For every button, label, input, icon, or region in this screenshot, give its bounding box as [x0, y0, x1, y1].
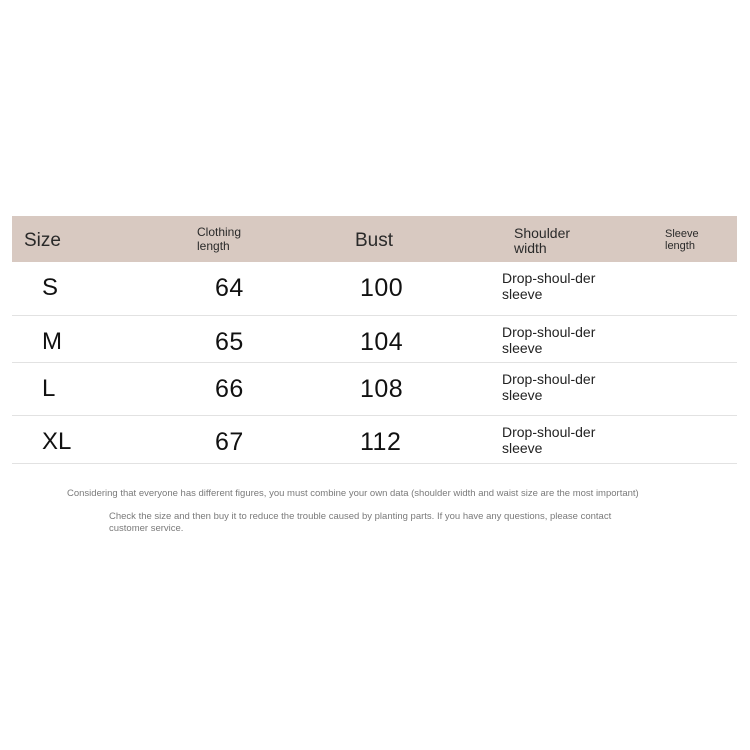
cell-bust: 100: [360, 274, 404, 302]
cell-size: S: [42, 274, 59, 301]
table-row: [12, 316, 737, 363]
cell-shoulder-width: Drop-shoul-der sleeve: [502, 424, 596, 456]
table-row: [12, 416, 737, 464]
table-row: [12, 262, 737, 316]
header-sleeve-length: Sleeve length: [665, 228, 699, 252]
cell-shoulder-width: Drop-shoul-der sleeve: [502, 270, 596, 302]
cell-clothing-length: 64: [215, 274, 244, 302]
cell-clothing-length: 66: [215, 375, 244, 403]
size-chart: [12, 216, 737, 464]
cell-clothing-length: 65: [215, 328, 244, 356]
cell-shoulder-width: Drop-shoul-der sleeve: [502, 324, 596, 356]
cell-shoulder-width: Drop-shoul-der sleeve: [502, 371, 596, 403]
header-shoulder-width: Shoulder width: [514, 225, 571, 256]
cell-clothing-length: 67: [215, 428, 244, 456]
note-line-1: Considering that everyone has different figures, you must combine your own data (shoulder width and waist size are the most important): [67, 488, 639, 499]
cell-bust: 112: [360, 428, 402, 456]
header-bust: Bust: [355, 230, 394, 251]
note-line-2: Check the size and then buy it to reduce the trouble caused by planting parts. If you have any questions, please contact customer service.: [109, 511, 612, 534]
cell-bust: 108: [360, 375, 404, 403]
cell-size: XL: [42, 428, 72, 455]
size-chart-body: [12, 262, 737, 464]
cell-bust: 104: [360, 328, 404, 356]
header-size: Size: [24, 230, 61, 251]
cell-size: M: [42, 328, 62, 355]
table-row: [12, 363, 737, 416]
cell-size: L: [42, 375, 56, 402]
header-clothing-length: Clothing length: [197, 225, 242, 253]
size-chart-header: [12, 216, 737, 262]
